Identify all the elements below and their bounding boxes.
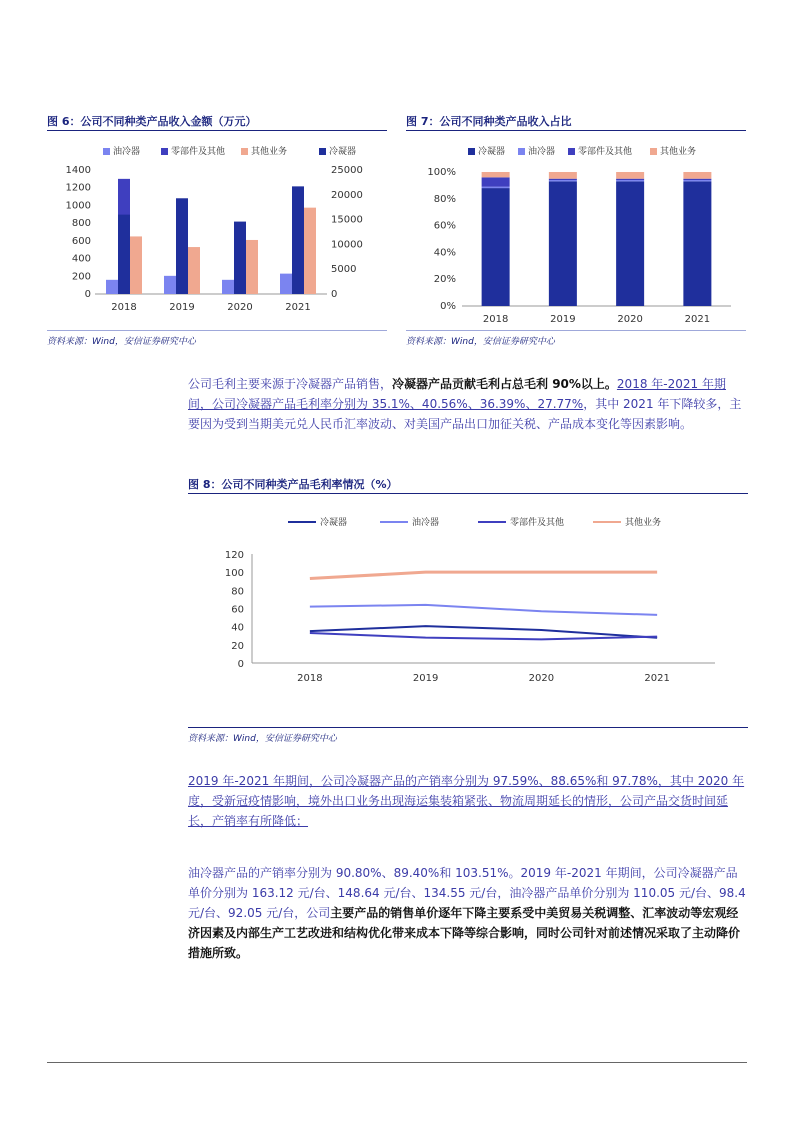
- fig6-legend-swatch-0: [103, 148, 110, 155]
- fig8-ytick-0: 0: [237, 659, 244, 670]
- fig6-ytick-right-4: 20000: [331, 189, 363, 201]
- fig7-chart: [406, 136, 746, 326]
- fig7-bar-其他业务-2021: [683, 172, 711, 179]
- fig8-source: 资料来源：Wind，安信证券研究中心: [188, 734, 337, 744]
- fig6-bar-冷凝器-2020: [234, 222, 246, 294]
- fig8-line-其他业务: [310, 572, 657, 578]
- fig6-title-rule: [47, 130, 387, 131]
- fig6-ytick-right-1: 5000: [331, 264, 357, 276]
- fig6-ytick-left-5: 1000: [65, 200, 91, 212]
- fig7-xtick-0: 2018: [482, 314, 509, 325]
- fig7-bar-零部件及其他-2020: [616, 179, 644, 180]
- fig8-source-rule: [188, 727, 748, 728]
- fig6-legend-label-2: 其他业务: [251, 147, 288, 157]
- p1-text-b: ，其中 2021 年下降较多，主要因为受到当期美元兑人民币汇率波动、对美国产品出口加征关税、产品成本变化等因素影响。: [188, 397, 742, 431]
- fig6-xtick-3: 2021: [285, 302, 311, 313]
- fig6-bar-冷凝器-2021: [292, 186, 304, 294]
- fig6-ytick-left-4: 800: [71, 218, 91, 230]
- fig6-ytick-left-3: 600: [71, 235, 91, 247]
- fig7-xtick-2: 2020: [617, 314, 643, 325]
- fig7-bar-冷凝器-2020: [616, 181, 644, 306]
- fig7-bar-其他业务-2018: [482, 172, 510, 177]
- fig7-ytick-3: 60%: [433, 220, 456, 232]
- fig7-bar-冷凝器-2021: [683, 181, 711, 306]
- fig8-legend-label-2: 零部件及其他: [510, 518, 565, 528]
- fig7-legend-swatch-0: [468, 148, 475, 155]
- fig6-bar-冷凝器-2019: [176, 198, 188, 294]
- fig7-bar-冷凝器-2019: [549, 181, 577, 306]
- fig7-ytick-5: 100%: [427, 167, 456, 178]
- fig8-legend-label-3: 其他业务: [625, 518, 662, 528]
- fig7-bar-其他业务-2020: [616, 172, 644, 179]
- fig6-bar-冷凝器-2018: [118, 215, 130, 294]
- fig7-source-rule: [406, 330, 746, 331]
- fig7-legend-label-3: 其他业务: [660, 147, 697, 157]
- fig7-ytick-4: 80%: [433, 193, 456, 205]
- fig6-bar-油冷器-2018: [106, 280, 118, 294]
- fig7-ytick-0: 0%: [440, 301, 456, 312]
- fig8-chart: [188, 505, 748, 690]
- fig6-legend-swatch-1: [161, 148, 168, 155]
- fig8-xtick-2: 2020: [528, 673, 555, 684]
- fig8-ytick-2: 40: [231, 622, 244, 634]
- fig7-title: 图 7：公司不同种类产品收入占比: [406, 115, 572, 128]
- fig6-bar-油冷器-2021: [280, 274, 292, 294]
- fig6-xtick-1: 2019: [169, 302, 195, 313]
- fig6-legend-label-3: 冷凝器: [329, 147, 357, 157]
- fig7-xtick-1: 2019: [550, 314, 576, 325]
- fig6-ytick-left-7: 1400: [65, 165, 91, 176]
- fig7-bar-油冷器-2021: [683, 180, 711, 181]
- fig6-ytick-right-2: 10000: [331, 239, 363, 251]
- fig6-xtick-0: 2018: [111, 302, 137, 313]
- fig7-legend-swatch-2: [568, 148, 575, 155]
- fig6-legend-label-1: 零部件及其他: [171, 147, 226, 157]
- fig6-source: 资料来源：Wind，安信证券研究中心: [47, 337, 196, 347]
- fig8-title-rule: [188, 493, 748, 494]
- fig6-ytick-right-0: 0: [331, 289, 338, 300]
- fig6-chart: [47, 136, 387, 326]
- fig7-bar-其他业务-2019: [549, 172, 577, 179]
- fig7-bar-零部件及其他-2018: [482, 177, 510, 186]
- paragraph-sales-ratio: [188, 771, 748, 831]
- fig6-legend-label-0: 油冷器: [113, 147, 141, 157]
- fig8-ytick-5: 100: [224, 568, 244, 580]
- fig7-title-rule: [406, 130, 746, 131]
- fig8-ytick-4: 80: [231, 586, 244, 598]
- fig7-bar-零部件及其他-2021: [683, 179, 711, 180]
- fig7-bar-零部件及其他-2019: [549, 179, 577, 180]
- fig6-source-rule: [47, 330, 387, 331]
- fig7-bar-油冷器-2020: [616, 180, 644, 181]
- fig7-legend-swatch-1: [518, 148, 525, 155]
- fig6-ytick-right-3: 15000: [331, 214, 363, 226]
- fig7-legend-label-2: 零部件及其他: [578, 147, 633, 157]
- fig7-ytick-1: 20%: [433, 274, 456, 286]
- fig6-bar-油冷器-2020: [222, 280, 234, 294]
- fig6-bar-其他业务-2020: [246, 240, 258, 294]
- paragraph-unit-price: [188, 863, 748, 963]
- fig6-bar-油冷器-2019: [164, 276, 176, 294]
- fig7-legend-label-1: 油冷器: [528, 147, 556, 157]
- p3-text-bold: 主要产品的销售单价逐年下降主要系受中美贸易关税调整、汇率波动等宏观经济因素及内部生产工艺改进和结构优化带来成本下降等综合影响，同时公司针对前述情况采取了主动降价措施所致。: [188, 906, 741, 960]
- p3-text-a: 油冷器产品的产销率分别为 90.80%、89.40%和 103.51%。2019 年-2021 年期间，公司冷凝器产品单价分别为 163.12 元/台、148.64 元/台、134.55 元/台，油冷器产品单价分别为 110.05 元/台、98.4 元/台、92.05 元/台，公司: [188, 866, 746, 920]
- fig6-bar-其他业务-2021: [304, 208, 316, 294]
- fig6-xtick-2: 2020: [227, 302, 253, 313]
- p1-text-bold: 冷凝器产品贡献毛利占总毛利 90%以上。: [392, 377, 617, 391]
- fig8-legend-label-0: 冷凝器: [320, 518, 348, 528]
- paragraph-gross-margin: [188, 374, 748, 434]
- fig7-bar-油冷器-2019: [549, 180, 577, 181]
- fig7-bar-冷凝器-2018: [482, 188, 510, 306]
- fig6-legend-swatch-3: [319, 148, 326, 155]
- fig8-line-油冷器: [310, 605, 657, 615]
- fig6-ytick-left-6: 1200: [65, 182, 91, 194]
- fig6-title: 图 6：公司不同种类产品收入金额（万元）: [47, 115, 257, 128]
- fig7-ytick-2: 40%: [433, 247, 456, 259]
- fig8-ytick-3: 60: [231, 604, 244, 616]
- fig7-legend-swatch-3: [650, 148, 657, 155]
- fig8-title: 图 8：公司不同种类产品毛利率情况（%）: [188, 478, 398, 491]
- fig8-legend-label-1: 油冷器: [412, 518, 440, 528]
- fig6-ytick-left-0: 0: [84, 289, 91, 300]
- fig8-ytick-6: 120: [224, 550, 244, 561]
- p1-text-a: 公司毛利主要来源于冷凝器产品销售，: [188, 377, 393, 391]
- fig6-ytick-right-5: 25000: [331, 165, 363, 176]
- fig8-ytick-1: 20: [231, 640, 244, 652]
- fig8-xtick-1: 2019: [412, 673, 439, 684]
- fig6-ytick-left-1: 200: [71, 271, 91, 283]
- p2-text: 2019 年-2021 年期间，公司冷凝器产品的产销率分别为 97.59%、88.65%和 97.78%，其中 2020 年度，受新冠疫情影响，境外出口业务出现海运集装箱紧张、物流周期延长的情形，公司产品交货时间延长，产销率有所降低；: [188, 774, 745, 828]
- fig7-xtick-3: 2021: [684, 314, 711, 325]
- fig7-source: 资料来源：Wind，安信证券研究中心: [406, 337, 555, 347]
- p1-text-underline: 2018 年-2021 年期间，公司冷凝器产品毛利率分别为 35.1%、40.56%、36.39%、27.77%: [188, 377, 726, 411]
- fig6-legend-swatch-2: [241, 148, 248, 155]
- fig7-bar-油冷器-2018: [482, 187, 510, 188]
- fig6-bar-其他业务-2019: [188, 247, 200, 294]
- fig6-ytick-left-2: 400: [71, 253, 91, 265]
- fig8-xtick-3: 2021: [644, 673, 670, 684]
- fig6-bar-其他业务-2018: [130, 236, 142, 294]
- fig7-legend-label-0: 冷凝器: [478, 147, 506, 157]
- footer-rule: [47, 1062, 747, 1063]
- fig8-xtick-0: 2018: [297, 673, 323, 684]
